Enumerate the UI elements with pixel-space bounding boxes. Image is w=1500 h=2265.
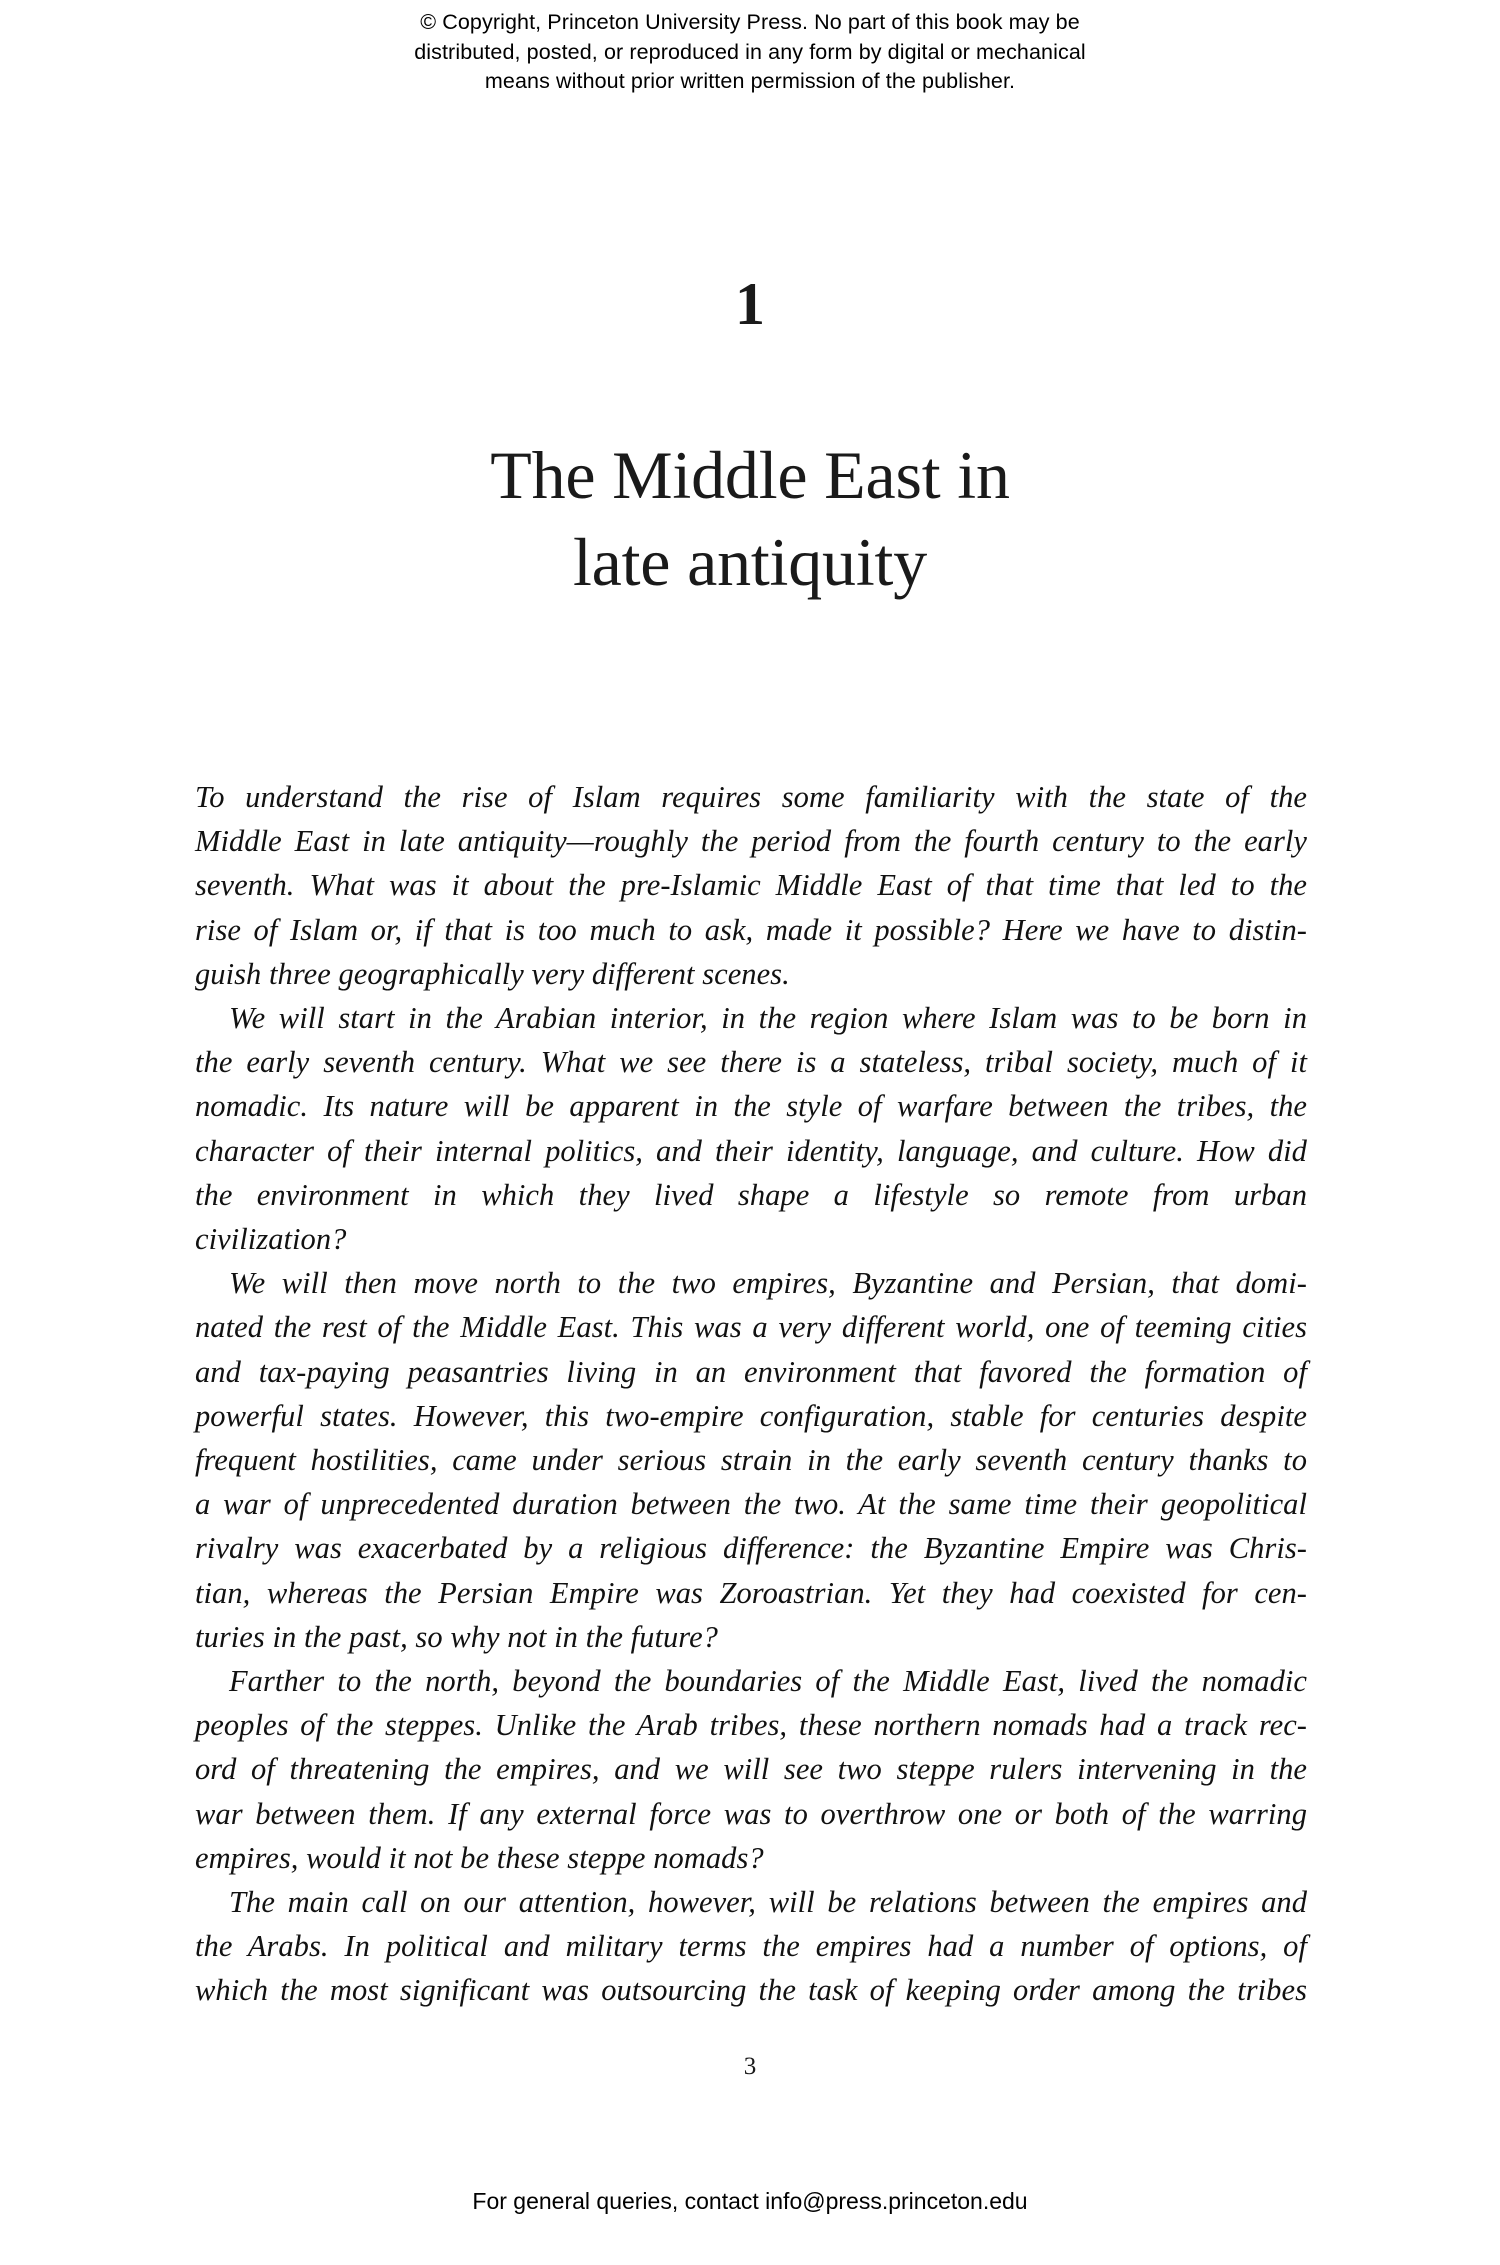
body-line: civilization? bbox=[195, 1222, 347, 1257]
copyright-notice bbox=[0, 8, 1500, 97]
body-line: the environment in which they lived shape a lifestyle so remote from urban bbox=[195, 1177, 1307, 1212]
body-line: tian, whereas the Persian Empire was Zoroastrian. Yet they had coexisted for cen- bbox=[195, 1575, 1307, 1610]
copyright-line-1: © Copyright, Princeton University Press. No part of this book may be bbox=[420, 10, 1080, 34]
body-line: seventh. What was it about the pre-Islamic Middle East of that time that led to the bbox=[195, 868, 1307, 903]
body-line: war between them. If any external force was to overthrow one or both of the warring bbox=[195, 1796, 1307, 1831]
body-line: frequent hostilities, came under serious strain in the early seventh century thanks to bbox=[195, 1443, 1307, 1478]
body-line: the early seventh century. What we see there is a stateless, tribal society, much of it bbox=[195, 1045, 1307, 1080]
body-line: nated the rest of the Middle East. This was a very different world, one of teeming cities bbox=[195, 1310, 1307, 1345]
body-text bbox=[195, 775, 1307, 2013]
body-line: which the most significant was outsourcing the task of keeping order among the tribes bbox=[195, 1973, 1307, 2008]
copyright-line-3: means without prior written permission of the publisher. bbox=[484, 69, 1016, 93]
body-line: rise of Islam or, if that is too much to ask, made it possible? Here we have to distin- bbox=[195, 912, 1307, 947]
body-line: ord of threatening the empires, and we will see two steppe rulers intervening in the bbox=[195, 1752, 1307, 1787]
body-line: Farther to the north, beyond the boundaries of the Middle East, lived the nomadic bbox=[229, 1664, 1307, 1699]
body-line: empires, would it not be these steppe nomads? bbox=[195, 1840, 764, 1875]
body-line: guish three geographically very different scenes. bbox=[195, 956, 790, 991]
body-line: a war of unprecedented duration between the two. At the same time their geopolitical bbox=[195, 1487, 1307, 1522]
body-line: peoples of the steppes. Unlike the Arab tribes, these northern nomads had a track rec- bbox=[195, 1708, 1307, 1743]
page-number: 3 bbox=[743, 2053, 757, 2080]
copyright-line-2: distributed, posted, or reproduced in any form by digital or mechanical bbox=[414, 39, 1086, 64]
body-line: We will then move north to the two empires, Byzantine and Persian, that domi- bbox=[229, 1266, 1307, 1301]
body-line: The main call on our attention, however, will be relations between the empires and bbox=[229, 1885, 1307, 1920]
body-line: character of their internal politics, and their identity, language, and culture. How did bbox=[195, 1133, 1307, 1168]
body-line: turies in the past, so why not in the future? bbox=[195, 1619, 718, 1654]
body-line: nomadic. Its nature will be apparent in the style of warfare between the tribes, the bbox=[195, 1089, 1307, 1124]
body-line: Middle East in late antiquity—roughly the period from the fourth century to the early bbox=[195, 824, 1307, 859]
body-line: rivalry was exacerbated by a religious difference: the Byzantine Empire was Chris- bbox=[195, 1531, 1307, 1566]
body-line: and tax-paying peasantries living in an environment that favored the formation of bbox=[195, 1354, 1307, 1389]
chapter-title-line-2: late antiquity bbox=[572, 523, 928, 600]
body-line: We will start in the Arabian interior, in the region where Islam was to be born in bbox=[229, 1001, 1307, 1036]
chapter-title bbox=[0, 432, 1500, 606]
chapter-number: 1 bbox=[735, 271, 765, 337]
body-line: To understand the rise of Islam requires some familiarity with the state of the bbox=[195, 780, 1307, 814]
body-line: powerful states. However, this two-empire configuration, stable for centuries despite bbox=[195, 1398, 1307, 1433]
chapter-title-line-1: The Middle East in bbox=[490, 436, 1010, 513]
body-line: the Arabs. In political and military terms the empires had a number of options, of bbox=[195, 1929, 1307, 1964]
footer-notice: For general queries, contact info@press.princeton.edu bbox=[472, 2188, 1028, 2214]
